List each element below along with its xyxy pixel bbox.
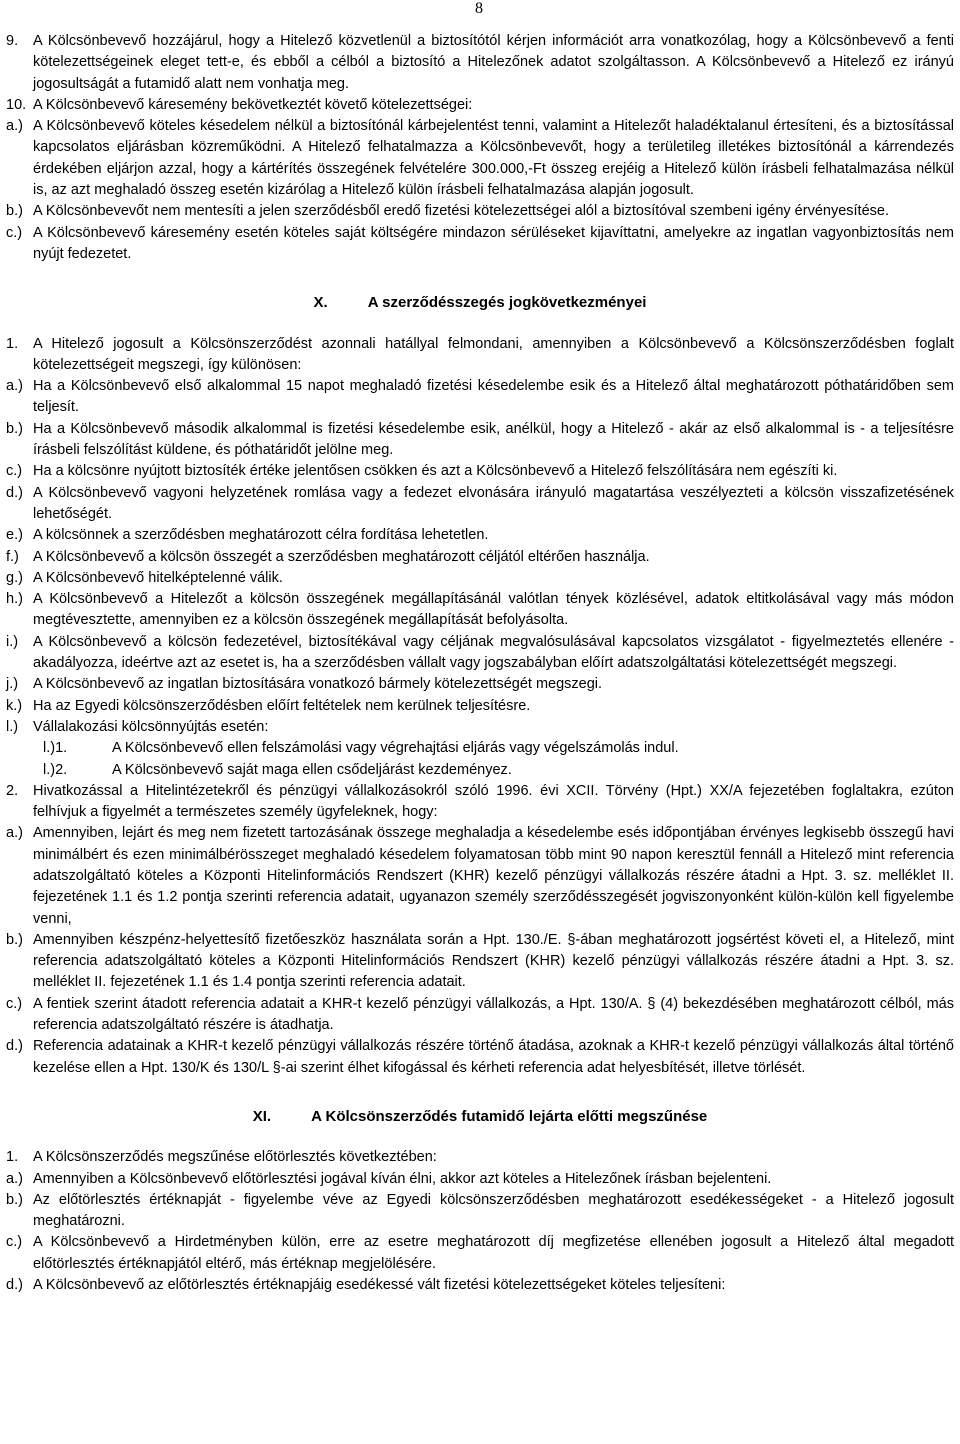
item-label: f.) — [6, 548, 19, 565]
item-text: A kölcsönnek a szerződésben meghatározott célra fordítása lehetetlen. — [33, 527, 489, 544]
list-item — [6, 547, 954, 568]
item-label: e.) — [6, 527, 23, 544]
list-item — [6, 223, 954, 266]
list-item — [6, 1190, 954, 1233]
item-text: A Kölcsönbevevő vagyoni helyzetének romlása vagy a fedezet elvonására irányuló magatartása veszélyezteti a kölcsön visszafizetésének lehetőségét. — [33, 484, 954, 522]
item-text: A Kölcsönbevevő a Hirdetményben külön, erre az esetre meghatározott díj megfizetése ellenében jogosult a Hitelező által megadott előtörlesztés értéknapjától eltérő, más értéknap megjelölésére. — [33, 1234, 954, 1272]
section-title: A Kölcsönszerződés futamidő lejárta előtti megszűnése — [311, 1107, 708, 1125]
item-text: A Kölcsönbevevő káresemény esetén köteles saját költségére mindazon sérüléseket kijavíttatni, amelyekre az ingatlan vagyonbiztosítás nem nyújt fedezetet. — [33, 224, 954, 262]
item-label: d.) — [6, 484, 23, 501]
item-text: Ha a Kölcsönbevevő második alkalommal is fizetési késedelembe esik, anélkül, hogy a Hitelező - akár az első alkalommal is - a teljesítésre írásbeli felszólítást küldene, és póthatáridőt jelölne meg. — [33, 420, 954, 459]
list-item — [6, 696, 954, 717]
list-item — [33, 760, 954, 781]
item-label: d.) — [6, 1038, 23, 1055]
item-text: A Kölcsönbevevő az előtörlesztés értéknapjáig esedékessé vált fizetési kötelezettségeket köteles teljesíteni: — [33, 1277, 726, 1294]
paragraph-label: 10. — [6, 96, 27, 113]
item-label: b.) — [6, 1191, 23, 1208]
list-item — [33, 738, 954, 759]
item-label: l.) — [6, 718, 19, 735]
list-item — [6, 674, 954, 695]
item-label: a.) — [6, 378, 23, 395]
item-text: Amennyiben, lejárt és meg nem fizetett tartozásának összege meghaladja a késedelembe esés időpontjában érvényes legkisebb összegű havi minimálbért és ezen minimálbérösszeget meghaladó késedelem folyamatosan több mint 90 napon keresztül fennáll a Hitelező mint referencia adatszolgáltató köteles a Központi Hitelinformációs Rendszert (KHR) kezelő pénzügyi vállalkozás részére átadni a Hpt. 3. sz. melléklet II. fejezetének 1.1 és 1.2 pontja szerinti referencia adatait, ugyanazon személy szerződésszegését jogviszonyonként külön-külön kell figyelembe venni, — [33, 825, 954, 927]
section-x-paragraph-1 — [6, 334, 954, 377]
list-item — [6, 525, 954, 546]
item-label: a.) — [6, 118, 23, 135]
item-text: A Kölcsönbevevő a Hitelezőt a kölcsön összegének megállapításánál valótlan tények közlésével, adatok eltitkolásával vagy más módon megtévesztette, amennyiben ez a kölcsön összegének megállapítását befolyásolta. — [33, 591, 954, 629]
section-number: XI. — [252, 1107, 272, 1125]
item-label: k.) — [6, 697, 23, 714]
item-label: b.) — [6, 420, 23, 437]
item-label: l.)1. — [43, 740, 68, 757]
paragraph-label: 1. — [6, 1149, 19, 1166]
section-title: A szerződésszegés jogkövetkezményei — [367, 294, 647, 312]
section-heading-xi — [6, 1106, 954, 1127]
list-item — [6, 930, 954, 994]
paragraph-text: A Kölcsönbevevő káresemény bekövetkeztét követő kötelezettségei: — [33, 96, 473, 113]
list-item — [6, 994, 954, 1037]
item-text: Az előtörlesztés értéknapját - figyelembe véve az Egyedi kölcsönszerződésben meghatározott esedékességeket - a Hitelező jogosult meghatározni. — [33, 1191, 954, 1230]
document-body — [6, 31, 954, 1296]
section-number: X. — [313, 294, 328, 312]
item-text: Referencia adatainak a KHR-t kezelő pénzügyi vállalkozás részére történő átadása, azoknak a KHR-t kezelő pénzügyi vállalkozás által történő kezelése ellen a Hpt. 130/K és 130/L §-ai szerint élhet kifogással és kérheti referencia adat helyesbítését, illetve törlését. — [33, 1038, 954, 1076]
paragraph-text: A Kölcsönszerződés megszűnése előtörlesztés következtében: — [33, 1149, 437, 1166]
item-label: g.) — [6, 569, 23, 586]
list-item — [6, 1169, 954, 1190]
item-label: j.) — [6, 676, 19, 693]
list-item — [6, 1275, 954, 1296]
item-text: A fentiek szerint átadott referencia adatait a KHR-t kezelő pénzügyi vállalkozás, a Hpt. 130/A. § (4) bekezdésében meghatározott célból, más referencia adatszolgáltató részére is átadhatja. — [33, 995, 954, 1034]
list-item — [6, 589, 954, 632]
item-label: c.) — [6, 463, 23, 480]
item-text: A Kölcsönbevevő az ingatlan biztosítására vonatkozó bármely kötelezettségét megszegi. — [33, 676, 603, 693]
item-text: Ha a kölcsönre nyújtott biztosíték értéke jelentősen csökken és azt a Kölcsönbevevő a Hitelező felszólítására nem egészíti ki. — [33, 463, 838, 480]
list-item — [6, 483, 954, 526]
item-text: Ha a Kölcsönbevevő első alkalommal 15 napot meghaladó fizetési késedelembe esik és a Hitelező által meghatározott póthatáridőben sem teljesít. — [33, 378, 954, 416]
item-text: A Kölcsönbevevő ellen felszámolási vagy végrehajtási eljárás vagy végelszámolás indul. — [112, 740, 679, 757]
item-text: Ha az Egyedi kölcsönszerződésben előírt feltételek nem kerülnek teljesítésre. — [33, 697, 531, 714]
item-label: b.) — [6, 931, 23, 948]
paragraph-label: 9. — [6, 33, 19, 49]
item-label: b.) — [6, 203, 23, 220]
item-label: a.) — [6, 1170, 23, 1187]
item-text: Vállalakozási kölcsönnyújtás esetén: — [33, 718, 269, 735]
page-number: 8 — [475, 0, 483, 17]
item-text: Amennyiben a Kölcsönbevevő előtörlesztési jogával kíván élni, akkor azt köteles a Hitelezőnek írásban bejelenteni. — [33, 1170, 772, 1187]
item-label: a.) — [6, 825, 23, 842]
list-item — [6, 376, 954, 419]
paragraph-label: 1. — [6, 335, 19, 352]
section-x-p2-items — [6, 823, 954, 1079]
list-item — [6, 1232, 954, 1275]
list-item — [6, 201, 954, 222]
section-x-paragraph-2 — [6, 781, 954, 824]
item-label: i.) — [6, 633, 19, 650]
paragraph-10 — [6, 95, 954, 116]
item-text: A Kölcsönbevevő a kölcsön fedezetével, biztosítékával vagy céljának megvalósulásával kapcsolatos vizsgálatot - figyelmeztetés ellenére - akadályozza, ideértve azt az esetet is, ha a szerződésben vállalt vagy jogszabályban előírt adatszolgáltatási kötelezettségét megszegi. — [33, 633, 954, 672]
item-label: d.) — [6, 1277, 23, 1294]
list-item — [6, 823, 954, 929]
item-label: h.) — [6, 591, 23, 608]
list-item — [6, 1036, 954, 1079]
list-item — [6, 632, 954, 675]
item-text: A Kölcsönbevevő köteles késedelem nélkül a biztosítónál kárbejelentést tenni, valamint a Hitelezőt haladéktalanul értesíteni, és a biztosítással kapcsolatos eljárásban közreműködni. A Hitelező felhatalmazza a Kölcsönbevevőt, hogy a területileg illetékes biztosítónál a kárrendezés érdekében eljárjon azzal, hogy a kártérítés összegének felvételére 300.000,-Ft összeg erejéig a Hitelező külön írásbeli felhatalmazása nélkül is, az azt meghaladó összeg esetén kizárólag a Hitelező külön írásbeli felhatalmazása alapján jogosult. — [33, 118, 954, 199]
list-item — [6, 568, 954, 589]
item-text: A Kölcsönbevevő saját maga ellen csődeljárást kezdeményez. — [112, 761, 512, 778]
item-label: c.) — [6, 995, 23, 1012]
section-x-items — [6, 376, 954, 738]
section-xi-items — [6, 1169, 954, 1297]
paragraph-label: 2. — [6, 782, 19, 799]
paragraph-9 — [6, 31, 954, 95]
section-heading-x — [6, 292, 954, 313]
item-text: A Kölcsönbevevőt nem mentesíti a jelen szerződésből eredő fizetési kötelezettségei alól a biztosítóval szembeni igény érvényesítése. — [33, 203, 889, 220]
section-xi-paragraph-1 — [6, 1147, 954, 1168]
list-item — [6, 116, 954, 201]
item-text: A Kölcsönbevevő a kölcsön összegét a szerződésben meghatározott céljától eltérően használja. — [33, 548, 650, 565]
item-text: A Kölcsönbevevő hitelképtelenné válik. — [33, 569, 283, 586]
list-item — [6, 717, 954, 738]
item-text: Amennyiben készpénz-helyettesítő fizetőeszköz használata során a Hpt. 130./E. §-ában meghatározott jogsértést követi el, a Hitelező, mint referencia adatszolgáltató köteles a Központi Hitelinformációs Rendszert (KHR) kezelő pénzügyi vállalkozás részére átadni a Hpt. 3. sz. melléklet II. fejezetének 1.1 és 1.4 pontja szerinti referencia adatait. — [33, 931, 954, 991]
paragraph-text: Hivatkozással a Hitelintézetekről és pénzügyi vállalkozásokról szóló 1996. évi XCII. Törvény (Hpt.) XX/A fejezetében foglaltakra, ezúton felhívjuk a figyelmét a természetes személy ügyfeleknek, hogy: — [33, 782, 954, 821]
list-item — [6, 419, 954, 462]
item-label: c.) — [6, 224, 23, 241]
section-x-l-items — [6, 738, 954, 781]
item-label: c.) — [6, 1234, 23, 1251]
paragraph-text: A Kölcsönbevevő hozzájárul, hogy a Hitelező közvetlenül a biztosítótól kérjen információt arra vonatkozólag, hogy a Kölcsönbevevő a fenti kötelezettségeinek eleget tett-e, és ebből a célból a biztosító a Hitelezőnek adatot szolgáltasson. A Kölcsönbevevő a Hitelező ez irányú jogosultságát a futamidő alatt nem vonhatja meg. — [33, 33, 954, 92]
list-item — [6, 461, 954, 482]
item-label: l.)2. — [43, 761, 68, 778]
paragraph-text: A Hitelező jogosult a Kölcsönszerződést azonnali hatállyal felmondani, amennyiben a Kölcsönbevevő a Kölcsönszerződésben foglalt kötelezettségeit megszegi, így különösen: — [33, 335, 954, 373]
